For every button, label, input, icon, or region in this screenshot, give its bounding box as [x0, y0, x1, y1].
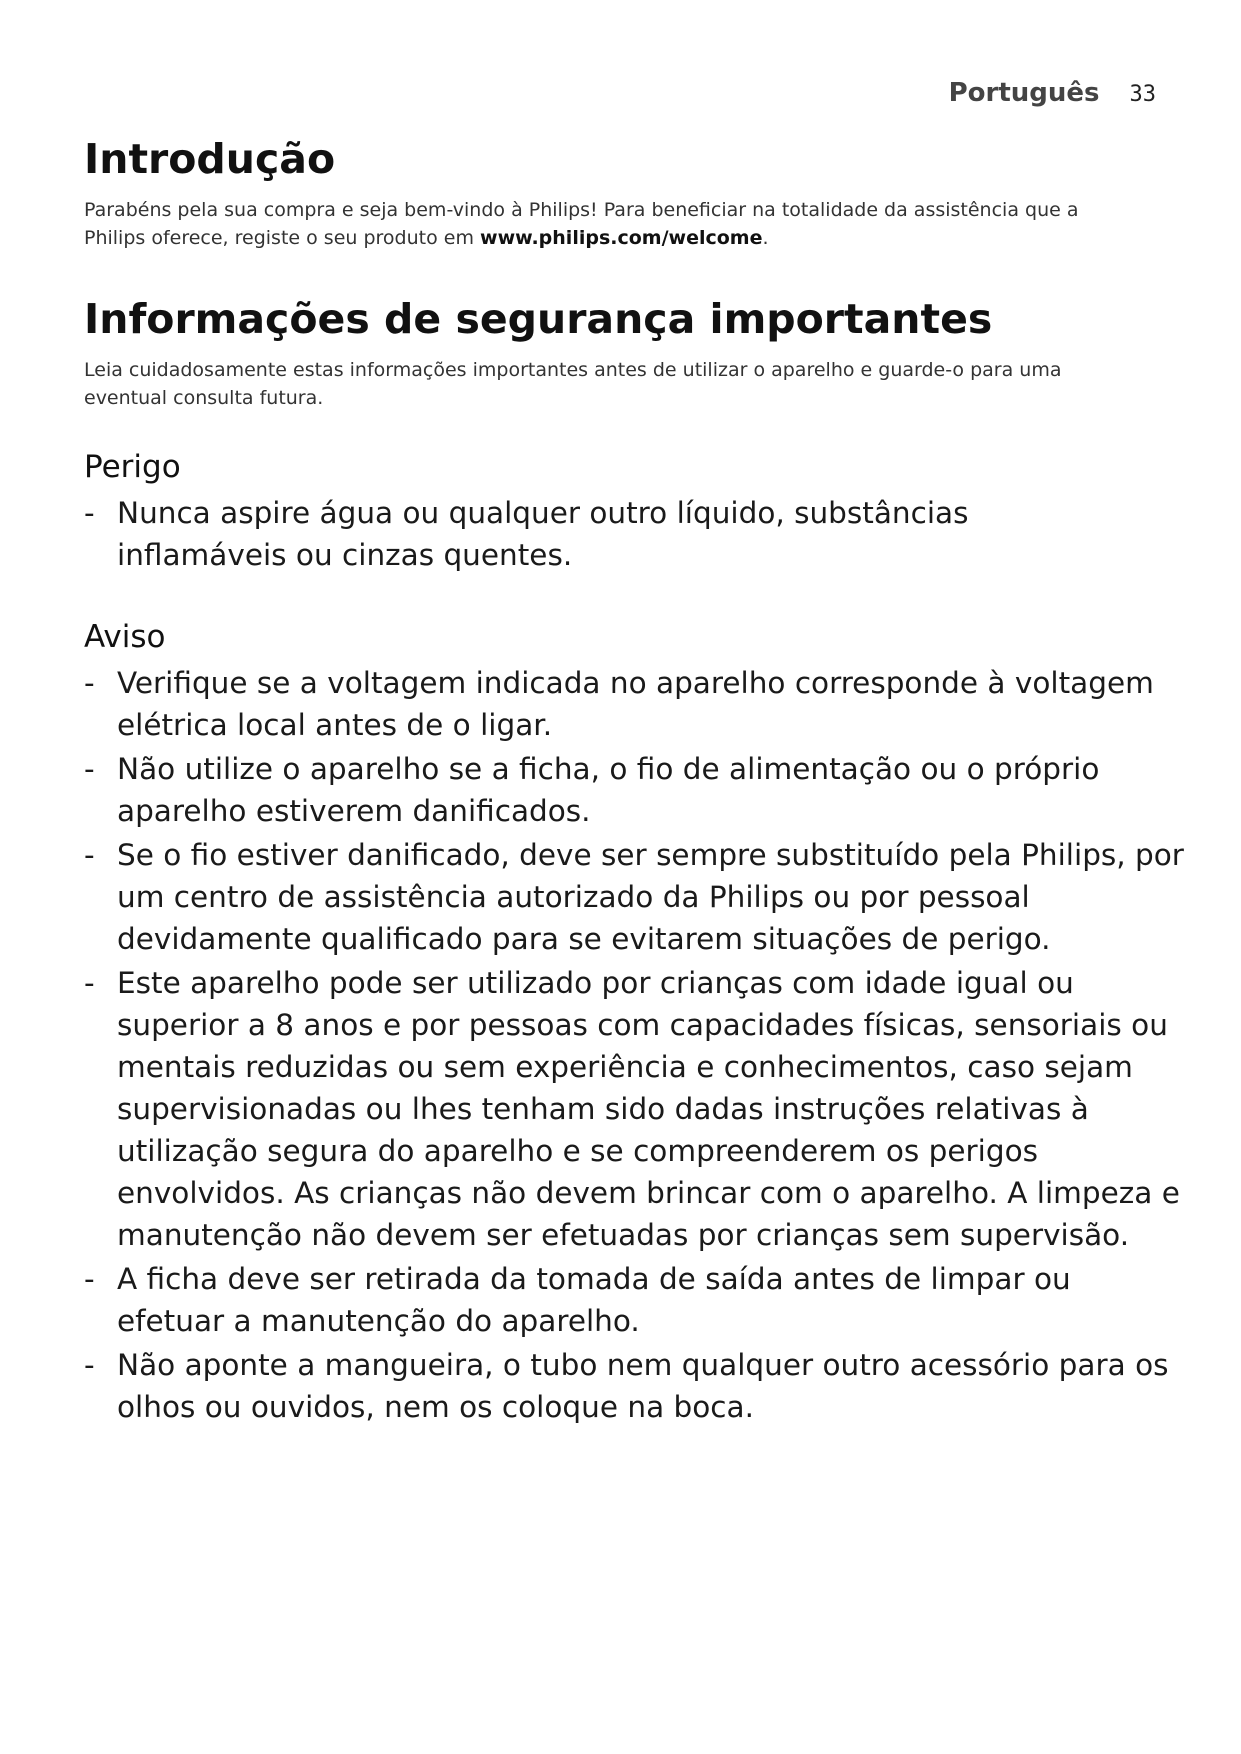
list-item — [84, 662, 1187, 746]
warning-list — [84, 662, 1184, 1428]
list-item-text: Este aparelho pode ser utilizado por crianças com idade igual ou superior a 8 anos e por pessoas com capacidades físicas, sensoriais ou mentais reduzidas ou sem experiência e conhecimentos, caso sejam supervisionadas ou lhes tenham sido dadas instruções relativas à utilização segura do aparelho e se compreenderem os perigos envolvidos. As crianças não devem brincar com o aparelho. A limpeza e manutenção não devem ser efetuadas por crianças sem supervisão. — [117, 966, 1180, 1252]
intro-paragraph — [84, 196, 1124, 252]
bullet-dash: - — [84, 752, 95, 786]
bullet-dash: - — [84, 666, 95, 700]
list-item — [84, 748, 1187, 832]
safety-title: Informações de segurança importantes — [84, 295, 993, 343]
list-item-text: Não aponte a mangueira, o tubo nem qualquer outro acessório para os olhos ou ouvidos, nem os coloque na boca. — [117, 1348, 1169, 1424]
page-header — [949, 78, 1156, 108]
bullet-dash: - — [84, 496, 95, 530]
list-item — [84, 834, 1187, 960]
list-item — [84, 1344, 1187, 1428]
bullet-dash: - — [84, 966, 95, 1000]
list-item-text: Nunca aspire água ou qualquer outro líquido, substâncias inflamáveis ou cinzas quentes. — [117, 496, 969, 572]
bullet-dash: - — [84, 838, 95, 872]
welcome-link[interactable]: www.philips.com/welcome — [480, 227, 763, 249]
warning-heading: Aviso — [84, 619, 166, 655]
list-item — [84, 962, 1187, 1256]
bullet-dash: - — [84, 1348, 95, 1382]
safety-paragraph: Leia cuidadosamente estas informações importantes antes de utilizar o aparelho e guarde-o para uma eventual consulta futura. — [84, 359, 1062, 409]
bullet-dash: - — [84, 1262, 95, 1296]
intro-title: Introdução — [84, 135, 336, 183]
list-item — [84, 1258, 1187, 1342]
intro-text-start: Parabéns pela sua compra e seja bem-vindo à Philips! Para beneficiar na totalidade da assistência que a Philips oferece, registe o seu produto em — [84, 199, 1079, 249]
danger-heading: Perigo — [84, 449, 181, 485]
danger-list — [84, 492, 1144, 576]
page-content — [84, 132, 1184, 1430]
list-item — [84, 492, 1017, 576]
list-item-text: Não utilize o aparelho se a ficha, o fio de alimentação ou o próprio aparelho estiverem danificados. — [117, 752, 1100, 828]
header-language: Português — [948, 78, 1100, 108]
list-item-text: A ficha deve ser retirada da tomada de saída antes de limpar ou efetuar a manutenção do aparelho. — [117, 1262, 1071, 1338]
list-item-text: Se o fio estiver danificado, deve ser sempre substituído pela Philips, por um centro de assistência autorizado da Philips ou por pessoal devidamente qualificado para se evitarem situações de perigo. — [117, 838, 1184, 956]
page-number: 33 — [1129, 82, 1156, 107]
list-item-text: Verifique se a voltagem indicada no aparelho corresponde à voltagem elétrica local antes de o ligar. — [117, 666, 1154, 742]
intro-text-end: . — [762, 227, 769, 249]
